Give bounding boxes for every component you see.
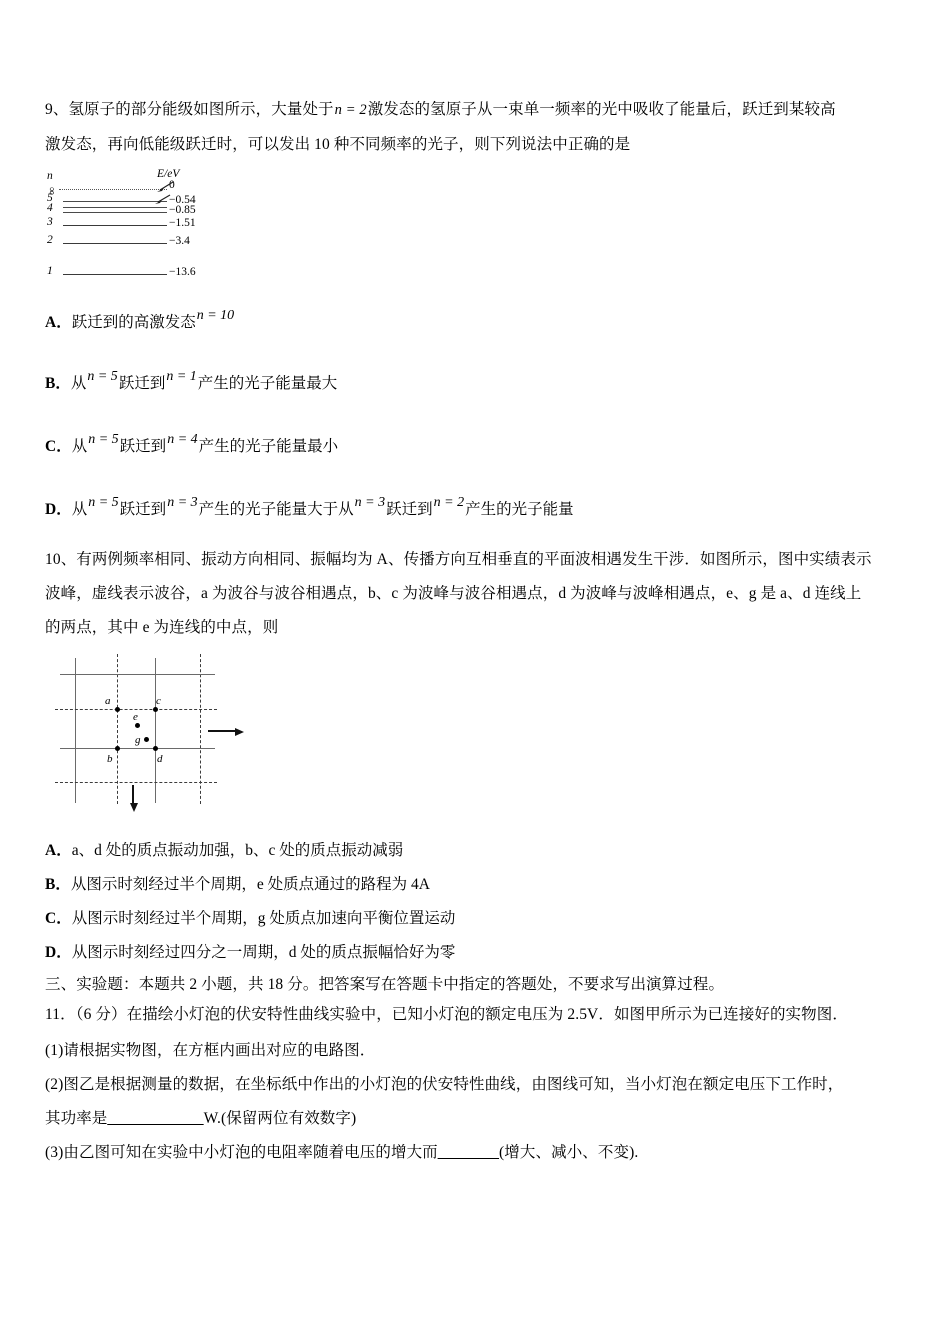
q9-option-a-eq1: n = 10 bbox=[196, 308, 235, 323]
q9-option-c-letter: C． bbox=[45, 438, 72, 455]
energy-level-line-1 bbox=[63, 274, 167, 275]
q11-sub3-pre: (3)由乙图可知在实验中小灯泡的电阻率随着电压的增大而 bbox=[45, 1144, 438, 1161]
energy-level-line-4 bbox=[63, 212, 167, 213]
q10-option-b-text: 从图示时刻经过半个周期，e 处质点通过的路程为 4A bbox=[70, 876, 430, 893]
q9-option-d-eq2: n = 3 bbox=[167, 495, 198, 510]
q9-option-d-letter: D． bbox=[45, 501, 72, 518]
energy-diagram-axis-label: E/eV bbox=[157, 168, 180, 180]
q9-option-b-mid: 跃迁到 bbox=[118, 375, 166, 392]
wave-direction-right-arrow-icon bbox=[208, 730, 236, 732]
q10-option-a-letter: A． bbox=[45, 842, 72, 859]
q11-sub2-line2 bbox=[45, 1108, 356, 1130]
q11-stem: 11．（6 分）在描绘小灯泡的伏安特性曲线实验中，已知小灯泡的额定电压为 2.5V．如图甲所示为已连接好的实物图． bbox=[45, 1006, 848, 1023]
energy-level-value-0: 0 bbox=[169, 179, 175, 191]
q11-sub3 bbox=[45, 1142, 638, 1164]
q9-option-b-eq1: n = 5 bbox=[87, 369, 118, 384]
energy-level-line-3 bbox=[63, 225, 167, 226]
energy-level-value-2: −3.4 bbox=[169, 235, 190, 247]
q10-option-c[interactable] bbox=[45, 906, 455, 928]
q11-sub3-post: (增大、减小、不变). bbox=[499, 1144, 639, 1161]
q11-sub1: (1)请根据实物图，在方框内画出对应的电路图． bbox=[45, 1042, 376, 1059]
wave-point-a-label: a bbox=[105, 695, 111, 707]
wave-point-e-dot bbox=[135, 723, 140, 728]
energy-arrow-to-0 bbox=[157, 180, 175, 194]
q9-option-a[interactable] bbox=[45, 310, 235, 332]
q10-option-c-letter: C． bbox=[45, 910, 72, 927]
q10-stem-line3: 的两点，其中 e 为连线的中点，则 bbox=[45, 619, 279, 636]
wave-point-d-dot bbox=[153, 746, 158, 751]
q9-option-d-post: 产生的光子能量大于从 bbox=[198, 501, 354, 518]
q9-option-d-post2: 产生的光子能量 bbox=[465, 501, 574, 518]
wave-trough-line-h2 bbox=[55, 782, 217, 783]
q9-option-d-mid2: 跃迁到 bbox=[386, 501, 433, 518]
q11-sub3-answer-blank[interactable]: _______ bbox=[437, 1144, 500, 1161]
q9-option-d-eq4: n = 2 bbox=[433, 495, 465, 510]
q10-stem-line1: 10、有两例频率相同、振动方向相同、振幅均为 A、传播方向互相垂直的平面波相遇发生干涉．如图所示，图中实绩表示 bbox=[45, 551, 872, 568]
q9-stem-line1-pre: 9、氢原子的部分能级如图所示，大量处于 bbox=[45, 101, 334, 118]
q9-option-c-pre: 从 bbox=[71, 438, 88, 455]
energy-level-line-5 bbox=[63, 201, 167, 202]
energy-level-label-3: 3 bbox=[47, 216, 53, 228]
wave-point-a-dot bbox=[115, 707, 120, 712]
q9-option-b-post: 产生的光子能量最大 bbox=[197, 375, 338, 392]
q10-option-d-text: 从图示时刻经过四分之一周期，d 处的质点振幅恰好为零 bbox=[71, 944, 456, 961]
q9-option-d[interactable] bbox=[45, 497, 574, 519]
q10-option-a[interactable] bbox=[45, 838, 403, 860]
q9-option-d-eq3: n = 3 bbox=[354, 495, 386, 510]
q9-stem-line2: 激发态，再向低能级跃迁时，可以发出 10 种不同频率的光子，则下列说法中正确的是 bbox=[45, 136, 631, 153]
q10-option-b[interactable] bbox=[45, 872, 430, 894]
q10-option-d[interactable] bbox=[45, 940, 455, 962]
wave-direction-down-arrow-icon bbox=[132, 785, 134, 803]
wave-point-d-label: d bbox=[157, 753, 163, 765]
q9-option-a-pre: 跃迁到的高激发态 bbox=[71, 314, 196, 331]
wave-point-e-label: e bbox=[133, 711, 138, 723]
q9-option-b[interactable] bbox=[45, 371, 337, 393]
q9-stem-line1-post: 激发态的氢原子从一束单一频率的光中吸收了能量后，跃迁到某较高 bbox=[367, 101, 836, 118]
hydrogen-energy-level-diagram bbox=[45, 168, 295, 286]
q11-sub2-answer-blank[interactable]: ___________ bbox=[107, 1110, 204, 1127]
wave-point-c-dot bbox=[153, 707, 158, 712]
q10-option-b-letter: B． bbox=[45, 876, 71, 893]
energy-level-value-5: −0.54 bbox=[169, 194, 196, 206]
wave-point-g-label: g bbox=[135, 734, 141, 746]
q11-sub2-pre: 其功率是 bbox=[45, 1110, 108, 1127]
energy-level-label-infinity: ∞ bbox=[45, 187, 58, 195]
q9-option-b-letter: B． bbox=[45, 375, 71, 392]
energy-level-label-2: 2 bbox=[47, 234, 53, 246]
q11-sub2-post: W.(保留两位有效数字) bbox=[203, 1110, 357, 1127]
q11-sub2-line1: (2)图乙是根据测量的数据，在坐标纸中作出的小灯泡的伏安特性曲线，由图线可知，当小灯泡在额定电压下工作时， bbox=[45, 1076, 844, 1093]
q9-option-d-mid: 跃迁到 bbox=[119, 501, 167, 518]
q10-option-c-text: 从图示时刻经过半个周期，g 处质点加速向平衡位置运动 bbox=[71, 910, 456, 927]
wave-point-b-label: b bbox=[107, 753, 113, 765]
energy-level-value-4: −0.85 bbox=[169, 204, 196, 216]
section3-heading: 三、实验题：本题共 2 小题，共 18 分。把答案写在答题卡中指定的答题处，不要求写出演算过程。 bbox=[45, 976, 725, 993]
wave-trough-line-h1 bbox=[55, 709, 217, 710]
q9-option-c-eq2: n = 4 bbox=[167, 432, 198, 447]
energy-level-label-5: 5 bbox=[47, 192, 53, 204]
q9-option-c-post: 产生的光子能量最小 bbox=[198, 438, 339, 455]
wave-point-b-dot bbox=[115, 746, 120, 751]
q9-option-c[interactable] bbox=[45, 434, 338, 456]
energy-level-line-4a bbox=[63, 207, 167, 208]
energy-level-line-2 bbox=[63, 243, 167, 244]
wave-point-g-dot bbox=[144, 737, 149, 742]
energy-level-line-infinity bbox=[59, 189, 167, 190]
q9-option-b-pre: 从 bbox=[70, 375, 87, 392]
wave-crest-line-h2 bbox=[60, 748, 215, 749]
q10-option-a-text: a、d 处的质点振动加强，b、c 处的质点振动减弱 bbox=[71, 842, 404, 859]
energy-level-label-1: 1 bbox=[47, 265, 53, 277]
q9-option-b-eq2: n = 1 bbox=[166, 369, 197, 384]
q9-option-d-pre: 从 bbox=[71, 501, 88, 518]
energy-level-value-3: −1.51 bbox=[169, 217, 196, 229]
q9-option-d-eq1: n = 5 bbox=[88, 495, 119, 510]
q9-stem-line1 bbox=[45, 99, 836, 121]
energy-level-value-1: −13.6 bbox=[169, 266, 196, 278]
energy-diagram-n-label: n bbox=[47, 170, 53, 182]
q9-option-a-letter: A． bbox=[45, 314, 72, 331]
wave-interference-diagram bbox=[55, 652, 295, 810]
q9-option-c-mid: 跃迁到 bbox=[119, 438, 167, 455]
q9-option-c-eq1: n = 5 bbox=[88, 432, 119, 447]
wave-point-c-label: c bbox=[156, 695, 161, 707]
wave-crest-line-h1 bbox=[60, 674, 215, 675]
q10-option-d-letter: D． bbox=[45, 944, 72, 961]
energy-level-label-4: 4 bbox=[47, 202, 53, 214]
q9-stem-eq-n2: n = 2 bbox=[334, 102, 367, 118]
q10-stem-line2: 波峰，虚线表示波谷，a 为波谷与波谷相遇点，b、c 为波峰与波谷相遇点，d 为波峰与波峰相遇点，e、g 是 a、d 连线上 bbox=[45, 585, 862, 602]
